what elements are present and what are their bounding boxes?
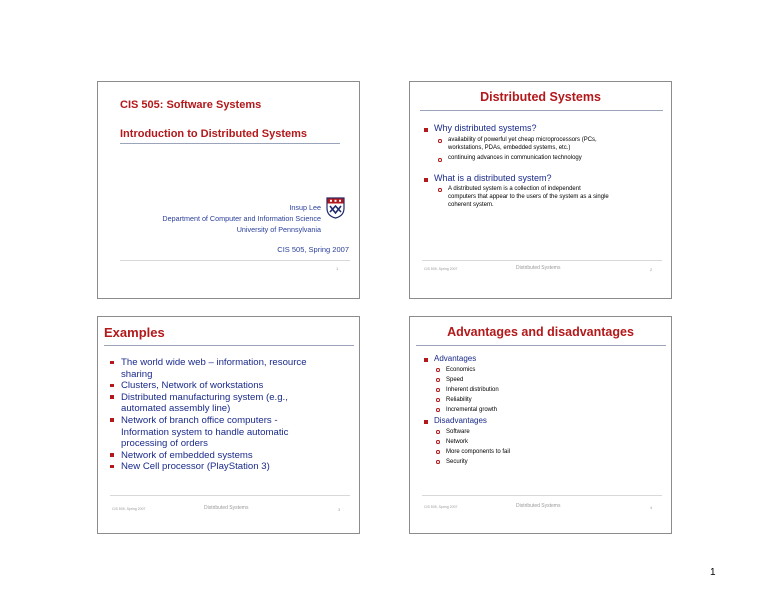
list-item <box>436 437 510 447</box>
divider <box>416 345 666 346</box>
slide-heading: Distributed Systems <box>480 90 601 104</box>
list-item <box>436 365 499 375</box>
divider <box>422 260 662 261</box>
slide-page-number: 3 <box>338 507 341 512</box>
list-item-text: Security <box>446 459 468 465</box>
bullet-circle-icon <box>436 408 440 412</box>
list-item-text: Network of embedded systems <box>121 449 253 461</box>
sub-bullet-line: computers that appear to the users of the system as a single <box>448 194 609 200</box>
list-item-text: New Cell processor (PlayStation 3) <box>121 461 270 473</box>
list-item-text: The world wide web – information, resource <box>121 357 307 368</box>
sub-bullet-text <box>448 136 597 152</box>
slide-heading: Examples <box>104 325 165 340</box>
slide-date: CIS 505, Spring 2007 <box>277 245 349 254</box>
bullet-circle-icon <box>436 440 440 444</box>
sub-bullet-line: coherent system. <box>448 202 494 208</box>
list-item-text: automated assembly line) <box>121 403 231 415</box>
bullet-circle-icon <box>436 378 440 382</box>
list-item <box>110 392 355 415</box>
disadvantages-list <box>436 427 510 467</box>
slide-page-number: 4 <box>650 505 653 510</box>
page-number: 1 <box>710 567 716 578</box>
bullet-square-icon <box>424 128 428 132</box>
divider <box>110 495 350 496</box>
bullet-square-icon <box>110 465 114 469</box>
list-item <box>436 405 499 415</box>
slide-examples <box>97 316 360 534</box>
department: Department of Computer and Information Science <box>162 214 321 223</box>
bullet-circle-icon <box>438 139 442 143</box>
bullet-square-icon <box>110 395 114 399</box>
divider <box>104 345 354 346</box>
divider <box>422 495 662 496</box>
list-item-text: Incremental growth <box>446 407 498 413</box>
examples-list <box>110 357 355 473</box>
bullet-square-icon <box>424 358 428 362</box>
bullet-square-icon <box>424 420 428 424</box>
slide-title-text: CIS 505: Software Systems <box>120 99 262 111</box>
footer-course: CIS 505, Spring 2007 <box>424 505 458 509</box>
slide-heading: Advantages and disadvantages <box>447 325 634 339</box>
list-item-text: Economics <box>446 367 476 373</box>
bullet-circle-icon <box>436 388 440 392</box>
university: University of Pennsylvania <box>236 225 321 234</box>
footer-course: CIS 505, Spring 2007 <box>112 507 146 511</box>
sub-bullet-line: workstations, PDAs, embedded systems, etc.) <box>448 145 571 151</box>
section-label: Advantages <box>434 354 477 363</box>
list-item-text: Information system to handle automatic <box>121 426 289 438</box>
list-item-text: Network of branch office computers - <box>121 414 278 426</box>
bullet-circle-icon <box>436 460 440 464</box>
bullet-square-icon <box>424 178 428 182</box>
list-item-text: Distributed manufacturing system (e.g., <box>121 391 288 403</box>
sub-bullet-line: A distributed system is a collection of independent <box>448 186 581 192</box>
advantages-list <box>436 365 499 415</box>
bullet-circle-icon <box>438 158 442 162</box>
list-item-text: Network <box>446 439 469 445</box>
slide-page-number: 2 <box>650 267 653 272</box>
bullet-square-icon <box>110 418 114 422</box>
bullet-circle-icon <box>436 430 440 434</box>
author-block <box>162 202 321 235</box>
footer-title: Distributed Systems <box>204 505 249 511</box>
list-item <box>436 395 499 405</box>
list-item <box>110 450 355 462</box>
list-item-text: Software <box>446 429 470 435</box>
footer-course: CIS 505, Spring 2007 <box>424 267 458 271</box>
bullet-question: What is a distributed system? <box>434 173 552 183</box>
sub-bullet-text <box>448 185 609 209</box>
footer-title: Distributed Systems <box>516 265 561 271</box>
bullet-question: Why distributed systems? <box>434 123 537 133</box>
list-item-text: Reliability <box>446 397 472 403</box>
sub-bullet-text: continuing advances in communication technology <box>448 155 582 161</box>
divider <box>120 260 350 261</box>
list-item-text: sharing <box>121 368 153 380</box>
footer-title: Distributed Systems <box>516 503 561 509</box>
bullet-square-icon <box>110 361 114 365</box>
slide-distributed-systems <box>409 81 672 299</box>
bullet-square-icon <box>110 453 114 457</box>
author-name: Insup Lee <box>289 203 321 212</box>
section-label: Disadvantages <box>434 416 487 425</box>
slide-page-number: 1 <box>336 266 339 271</box>
divider <box>420 110 663 111</box>
list-item <box>110 357 355 380</box>
list-item-text: More components to fail <box>446 449 511 455</box>
divider <box>120 143 340 144</box>
list-item <box>436 427 510 437</box>
bullet-square-icon <box>110 384 114 388</box>
bullet-circle-icon <box>436 368 440 372</box>
list-item-text: Clusters, Network of workstations <box>121 380 264 392</box>
bullet-circle-icon <box>438 188 442 192</box>
bullet-circle-icon <box>436 398 440 402</box>
list-item <box>436 385 499 395</box>
slide-advantages <box>409 316 672 534</box>
list-item <box>436 447 510 457</box>
list-item <box>436 375 499 385</box>
bullet-circle-icon <box>436 450 440 454</box>
list-item <box>110 415 355 450</box>
list-item-text: processing of orders <box>121 438 208 450</box>
slide-title <box>97 81 360 299</box>
list-item <box>110 380 355 392</box>
list-item <box>110 461 355 473</box>
list-item-text: Speed <box>446 377 464 383</box>
sub-bullet-line: availability of powerful yet cheap microprocessors (PCs, <box>448 137 597 143</box>
penn-shield-icon <box>326 197 345 219</box>
list-item-text: Inherent distribution <box>446 387 499 393</box>
slide-subtitle: Introduction to Distributed Systems <box>120 128 308 140</box>
list-item <box>436 457 510 467</box>
